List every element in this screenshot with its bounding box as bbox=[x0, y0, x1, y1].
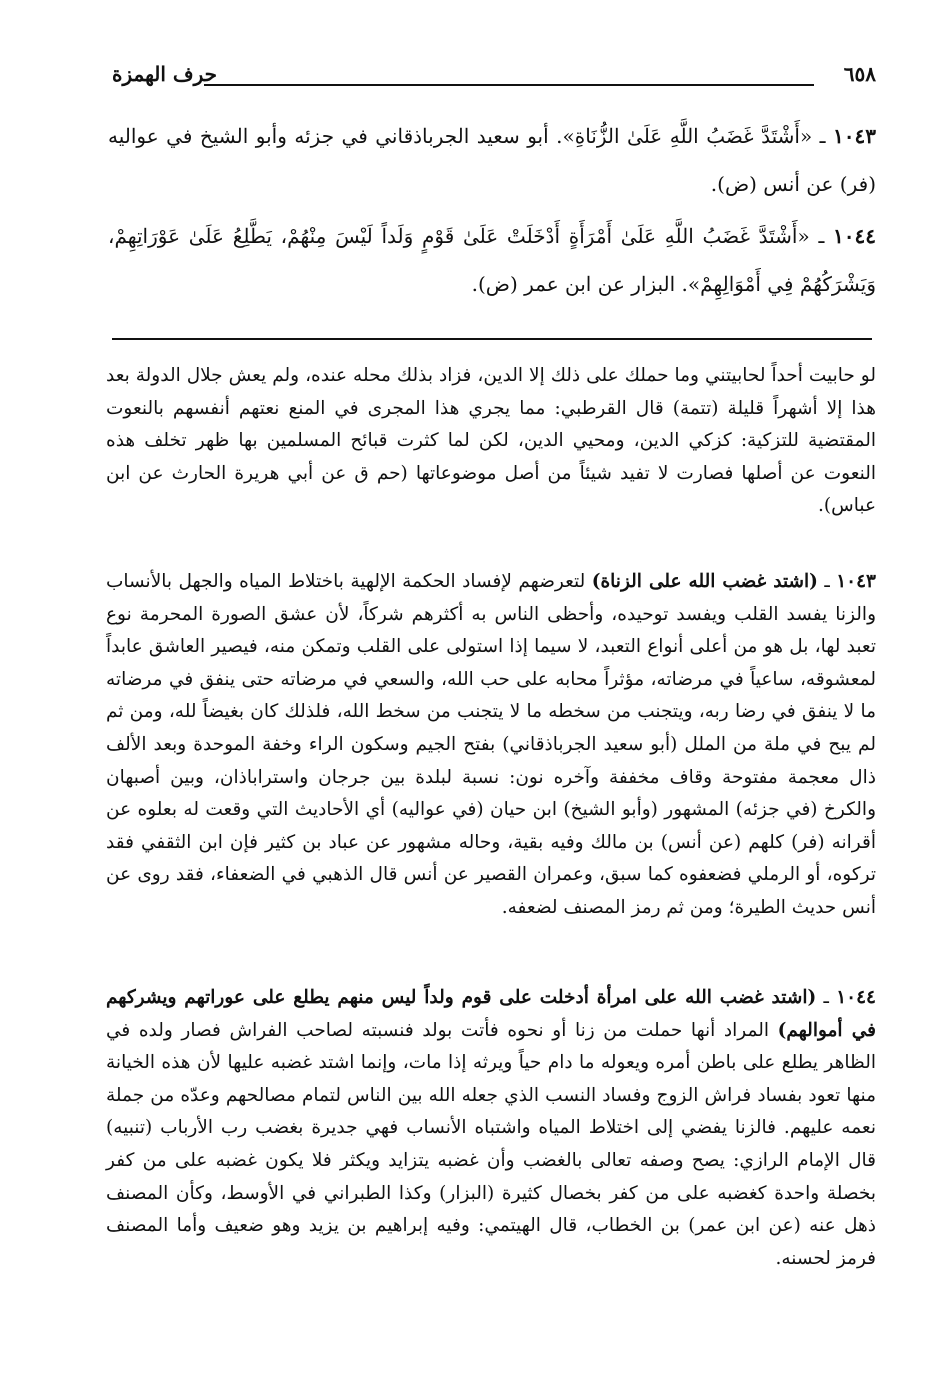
commentary-text: لتعرضهم لإفساد الحكمة الإلهية باختلاط المياه والجهل بالأنساب والزنا يفسد القلب ويفسد توحيده، وأحظى الناس به أكثرهم شركاً، لأن عشق الصورة المحرمة نوع تعبد لها، بل هو من أعلى أنواع التعبد، لا سيما إذا استولى على القلب وتمكن منه، فيصير العاشق عابداً لمعشوقه، ساعياً في مرضاته، مؤثراً محابه على حب الله، والسعي في مرضاته حتى ينفق في مرضاته ما لا ينفق في رضا ربه، ويتجنب من سخطه ما لا يتجنب من سخط الله، فلذلك كان بغيضاً لله، ومن ثم لم يبح في ملة من الملل (أبو سعيد الجرباذقاني) بفتح الجيم وسكون الراء وخفة الموحدة وبعد الألف ذال معجمة مفتوحة وقاف مخففة وآخره نون: نسبة لبلدة بين جرجان واستراباذان، وبين أصبهان والكرخ (في جزئه) المشهور (وأبو الشيخ) ابن حيان (في عواليه) أي الأحاديث التي وقعت له بعلوه عن أقرانه (فر) كلهم (عن أنس) بن مالك وفيه بقية، وحاله مشهور عن عباد بن كثير فإن ابن الثقفي فقد تركوه، أو الرملي فضعفوه كما سبق، وعمران القصير عن أنس قال الذهبي في الضعفاء، فقد روى عن أنس حديث الطيرة؛ ومن ثم رمز المصنف لضعفه. bbox=[106, 571, 876, 918]
section-divider bbox=[112, 338, 872, 340]
hadith-text: ١٠٤٤ ـ «أَشْتَدَّ غَضَبُ اللَّهِ عَلَىٰ أَمْرَأَةٍ أَدْخَلَتْ عَلَىٰ قَوْمٍ وَلَداً لَيْسَ مِنْهُمْ، يَطَّلِعُ عَلَىٰ عَوْرَاتِهِمْ، وَيَشْرَكُهُمْ فِي أَمْوَالِهِمْ». البزار عن ابن عمر (ض). bbox=[108, 224, 876, 296]
hadith-1043 bbox=[108, 112, 876, 208]
commentary-paragraph: ١٠٤٤ ـ (اشتد غضب الله على امرأة أدخلت على قوم ولداً ليس منهم يطلع على عوراتهم ويشركهم في أموالهم) المراد أنها حملت من زنا أو نحوه فأتت بولد فنسبته لصاحب الفراش فصار ولده في الظاهر يطلع على باطن أمره ويعوله ما دام حياً ويرثه إذا مات، وإنما اشتد غضبه عليها لأن هذه الخيانة منها تعود بفساد فراش الزوج وفساد النسب الذي جعله الله بين الناس لتمام مصالحهم وعدّه من جملة نعمه عليهم. فالزنا يفضي إلى اختلاط المياه واشتباه الأنساب فهي جديرة بغضب رب الأرباب (تنبيه) قال الإمام الرازي: يصح وصفه تعالى بالغضب وأن غضبه يتزايد ويكثر فلا يكون غضبه على من كفر بخصلة واحدة كغضبه على من كفر بخصال كثيرة (البزار) وكذا الطبراني في الأوسط، وكأن المصنف ذهل عنه (عن ابن عمر) بن الخطاب، قال الهيتمي: وفيه إبراهيم بن يزيد وهو ضعيف وأما المصنف فرمز لحسنه. bbox=[106, 987, 876, 1269]
commentary-continuation bbox=[106, 360, 876, 523]
hadith-number: ١٠٤٤ bbox=[833, 224, 876, 248]
commentary-number: ١٠٤٣ bbox=[836, 571, 876, 592]
commentary-1044 bbox=[106, 982, 876, 1275]
chapter-title: حرف الهمزة bbox=[112, 62, 218, 86]
hadith-number: ١٠٤٣ bbox=[833, 124, 876, 148]
page-number: ٦٥٨ bbox=[843, 62, 876, 86]
hadith-body: «أَشْتَدَّ غَضَبُ اللَّهِ عَلَىٰ الزُّنَاةِ». أبو سعيد الجرباذقاني في جزئه وأبو الشيخ في عواليه (فر) عن أنس (ض). bbox=[108, 124, 876, 196]
hadith-text: ١٠٤٣ ـ «أَشْتَدَّ غَضَبُ اللَّهِ عَلَىٰ الزُّنَاةِ». أبو سعيد الجرباذقاني في جزئه وأبو الشيخ في عواليه (فر) عن أنس (ض). bbox=[108, 124, 876, 196]
header-rule bbox=[204, 84, 814, 86]
commentary-lead: (اشتد غضب الله على امرأة أدخلت على قوم ولداً ليس منهم يطلع على عوراتهم ويشركهم في أموالهم) bbox=[106, 987, 876, 1041]
commentary-lead: (اشتد غضب الله على الزناة) bbox=[591, 571, 818, 592]
page-header bbox=[112, 62, 876, 94]
commentary-text: لو حابيت أحداً لحابيتني وما حملك على ذلك إلا الدين، فزاد بذلك محله عنده، ولم يعش جلال الدولة بعد هذا إلا أشهراً قليلة (تتمة) قال القرطبي: مما يجري هذا المجرى في المنع نعتهم أنفسهم بالنعوت المقتضية للتزكية: كزكي الدين، ومحيي الدين، لكن لما كثرت قبائح المسلمين بها ظهر تخلف هذه النعوت عن أصلها فصارت لا تفيد شيئاً من أصل موضوعاتها (حم ق عن أبي هريرة الحارث عن ابن عباس). bbox=[106, 365, 876, 517]
commentary-text: المراد أنها حملت من زنا أو نحوه فأتت بولد فنسبته لصاحب الفراش فصار ولده في الظاهر يطلع على باطن أمره ويعوله ما دام حياً ويرثه إذا مات، وإنما اشتد غضبه عليها لأن هذه الخيانة منها تعود بفساد فراش الزوج وفساد النسب الذي جعله الله بين الناس لتمام مصالحهم وعدّه من جملة نعمه عليهم. فالزنا يفضي إلى اختلاط المياه واشتباه الأنساب فهي جديرة بغضب رب الأرباب (تنبيه) قال الإمام الرازي: يصح وصفه تعالى بالغضب وأن غضبه يتزايد ويكثر فلا يكون غضبه على من كفر بخصلة واحدة كغضبه على من كفر بخصال كثيرة (البزار) وكذا الطبراني في الأوسط، وكأن المصنف ذهل عنه (عن ابن عمر) بن الخطاب، قال الهيتمي: وفيه إبراهيم بن يزيد وهو ضعيف وأما المصنف فرمز لحسنه. bbox=[106, 1019, 876, 1269]
commentary-number: ١٠٤٤ bbox=[836, 987, 876, 1008]
hadith-body: «أَشْتَدَّ غَضَبُ اللَّهِ عَلَىٰ أَمْرَأَةٍ أَدْخَلَتْ عَلَىٰ قَوْمٍ وَلَداً لَيْسَ مِنْهُمْ، يَطَّلِعُ عَلَىٰ عَوْرَاتِهِمْ، وَيَشْرَكُهُمْ فِي أَمْوَالِهِمْ». البزار عن ابن عمر (ض). bbox=[108, 224, 876, 296]
commentary-paragraph: ١٠٤٣ ـ (اشتد غضب الله على الزناة) لتعرضهم لإفساد الحكمة الإلهية باختلاط المياه والجهل بالأنساب والزنا يفسد القلب ويفسد توحيده، وأحظى الناس به أكثرهم شركاً، لأن عشق الصورة المحرمة نوع تعبد لها، بل هو من أعلى أنواع التعبد، لا سيما إذا استولى على القلب وتمكن منه، فيصير العاشق عابداً لمعشوقه، ساعياً في مرضاته، مؤثراً محابه على حب الله، والسعي في مرضاته حتى ينفق في مرضاته ما لا ينفق في رضا ربه، ويتجنب من سخطه ما لا يتجنب من سخط الله، فلذلك كان بغيضاً لله، ومن ثم لم يبح في ملة من الملل (أبو سعيد الجرباذقاني) بفتح الجيم وسكون الراء وخفة الموحدة وبعد الألف ذال معجمة مفتوحة وقاف مخففة وآخره نون: نسبة لبلدة بين جرجان واستراباذان، وبين أصبهان والكرخ (في جزئه) المشهور (وأبو الشيخ) ابن حيان (في عواليه) أي الأحاديث التي وقعت له بعلوه عن أقرانه (فر) كلهم (عن أنس) بن مالك وفيه بقية، وحاله مشهور عن عباد بن كثير فإن ابن الثقفي فقد تركوه، أو الرملي فضعفوه كما سبق، وعمران القصير عن أنس قال الذهبي في الضعفاء، فقد روى عن أنس حديث الطيرة؛ ومن ثم رمز المصنف لضعفه. bbox=[106, 571, 876, 918]
hadith-1044 bbox=[108, 212, 876, 308]
commentary-1043 bbox=[106, 566, 876, 925]
